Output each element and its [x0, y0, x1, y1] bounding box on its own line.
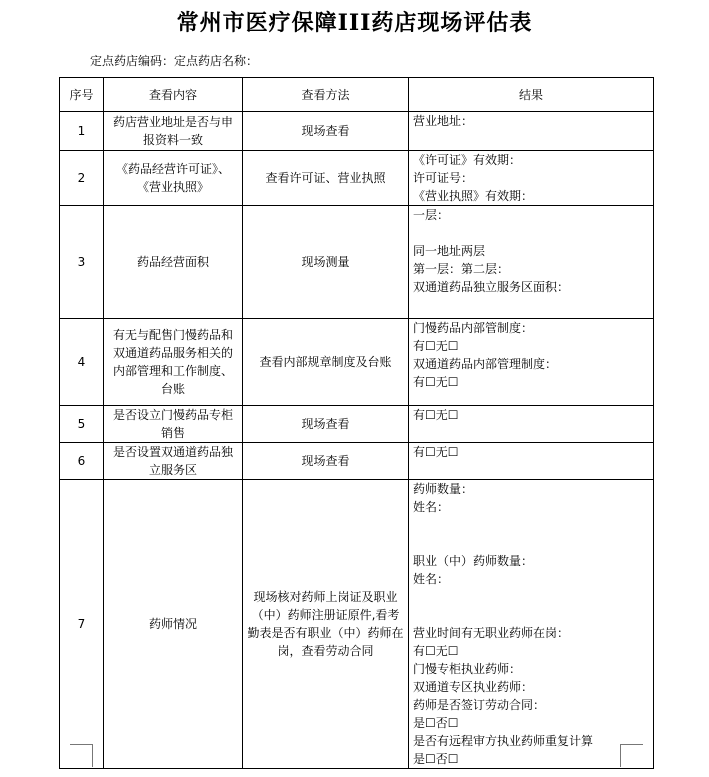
result-line: 双通道专区执业药师：: [413, 680, 534, 694]
result-line: 《营业执照》有效期：: [413, 189, 534, 203]
result-line: 营业地址：: [413, 114, 474, 128]
table-row: [60, 151, 654, 206]
result-line: 双通道药品独立服务区面积：: [413, 280, 570, 294]
page-corner-mark-left: [70, 744, 93, 767]
result-line: 门慢药品内部管制度：: [413, 321, 534, 335]
row-content: 药师情况: [104, 480, 243, 769]
row-content: 是否设立门慢药品专柜销售: [104, 406, 243, 443]
result-line: 是☐否☐: [413, 716, 459, 730]
pharmacy-code-name-line: 定点药店编码：定点药店名称：: [90, 54, 259, 68]
row-number: 3: [60, 206, 104, 319]
result-line: 有☐无☐: [413, 644, 459, 658]
header-method: 查看方法: [243, 78, 409, 112]
row-number: 1: [60, 112, 104, 151]
result-line: 营业时间有无职业药师在岗：: [413, 626, 570, 640]
row-result: [409, 319, 654, 406]
row-result: [409, 206, 654, 319]
table-row: [60, 480, 654, 769]
row-content: 有无与配售门慢药品和双通道药品服务相关的内部管理和工作制度、台账: [104, 319, 243, 406]
row-number: 5: [60, 406, 104, 443]
row-content: 药店营业地址是否与申报资料一致: [104, 112, 243, 151]
result-line: 门慢专柜执业药师：: [413, 662, 522, 676]
row-result: [409, 480, 654, 769]
row-method: 现场测量: [243, 206, 409, 319]
row-content: 《药品经营许可证》、《营业执照》: [104, 151, 243, 206]
row-number: 7: [60, 480, 104, 769]
row-content: 是否设置双通道药品独立服务区: [104, 443, 243, 480]
page-corner-mark-right: [620, 744, 643, 767]
result-line: 姓名：: [413, 500, 450, 514]
header-content: 查看内容: [104, 78, 243, 112]
result-line: 职业（中）药师数量：: [413, 554, 534, 568]
result-line: 姓名：: [413, 572, 450, 586]
evaluation-table: [59, 77, 654, 769]
row-method: 现场查看: [243, 406, 409, 443]
table-row: [60, 112, 654, 151]
header-no: 序号: [60, 78, 104, 112]
result-line: 有☐无☐: [413, 339, 459, 353]
result-line: [413, 516, 649, 534]
result-line: 是否有远程审方执业药师重复计算: [413, 734, 594, 748]
row-method: 现场核对药师上岗证及职业（中）药师注册证原件,看考勤表是否有职业（中）药师在岗，查看劳动合同: [243, 480, 409, 769]
result-line: 第一层：第二层：: [413, 262, 510, 276]
result-line: 是☐否☐: [413, 752, 459, 766]
result-line: 有☐无☐: [413, 375, 459, 389]
result-line: 许可证号：: [413, 171, 474, 185]
row-result: [409, 112, 654, 151]
result-line: 药师是否签订劳动合同：: [413, 698, 546, 712]
row-method: 查看内部规章制度及台账: [243, 319, 409, 406]
result-line: 药师数量：: [413, 482, 474, 496]
table-row: [60, 206, 654, 319]
result-line: 一层：: [413, 208, 450, 222]
row-method: 查看许可证、营业执照: [243, 151, 409, 206]
header-row: [60, 78, 654, 112]
row-result: [409, 151, 654, 206]
result-line: 有☐无☐: [413, 408, 459, 422]
result-line: 同一地址两层: [413, 244, 486, 258]
result-line: 《许可证》有效期：: [413, 153, 522, 167]
table-row: [60, 443, 654, 480]
form-title: 常州市医疗保障III药店现场评估表: [176, 10, 533, 36]
result-line: [413, 606, 649, 624]
header-result: 结果: [409, 78, 654, 112]
result-line: [413, 224, 649, 242]
row-number: 4: [60, 319, 104, 406]
result-line: 双通道药品内部管理制度：: [413, 357, 558, 371]
result-line: 有☐无☐: [413, 445, 459, 459]
row-result: [409, 443, 654, 480]
row-method: 现场查看: [243, 112, 409, 151]
result-line: [413, 534, 649, 552]
row-method: 现场查看: [243, 443, 409, 480]
table-row: [60, 406, 654, 443]
table-row: [60, 319, 654, 406]
row-content: 药品经营面积: [104, 206, 243, 319]
row-number: 6: [60, 443, 104, 480]
row-result: [409, 406, 654, 443]
result-line: [413, 588, 649, 606]
row-number: 2: [60, 151, 104, 206]
